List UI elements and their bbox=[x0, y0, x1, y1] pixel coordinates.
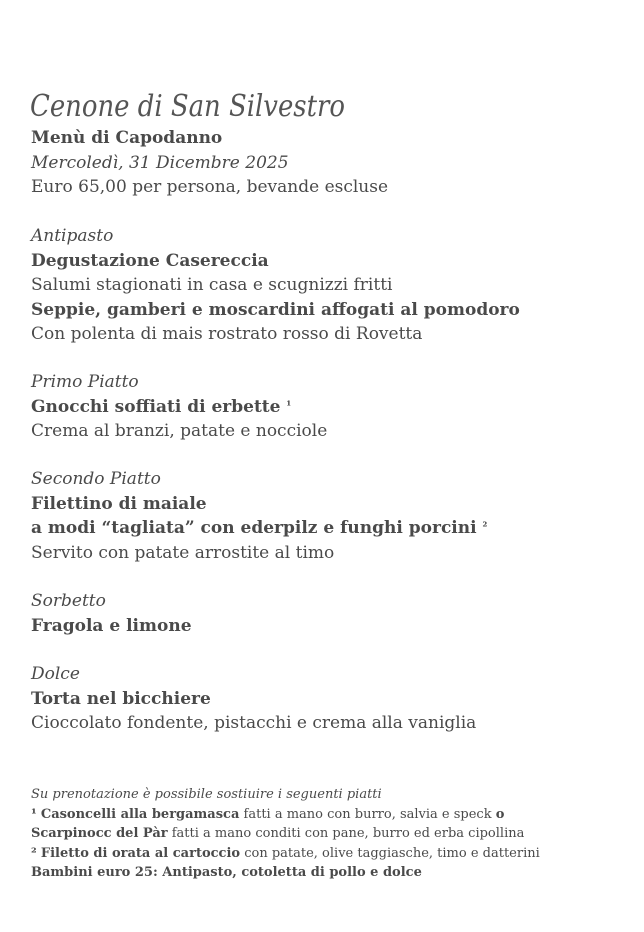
menu-date: Mercoledì, 31 Dicembre 2025 bbox=[31, 152, 289, 173]
notes-intro: Su prenotazione è possibile sostiuire i seguenti piatti bbox=[31, 787, 382, 802]
section-dolce bbox=[31, 662, 476, 736]
alt-dish-desc: con patate, olive taggiasche, timo e datterini bbox=[240, 845, 540, 861]
footnote-mark: ² bbox=[482, 520, 488, 533]
alt-dish-name: Filetto di orata al cartoccio bbox=[40, 845, 241, 861]
footnote-mark: ¹ bbox=[286, 398, 292, 412]
alt-dish-name: Scarpinocc del Pàr bbox=[31, 826, 168, 841]
dish-description: Salumi stagionati in casa e scugnizzi fritti bbox=[31, 275, 393, 295]
dish-description: Crema al branzi, patate e nocciole bbox=[31, 421, 328, 441]
section-label: Dolce bbox=[31, 664, 80, 684]
dish-name-row bbox=[31, 516, 487, 541]
dish-name: Gnocchi soffiati di erbette bbox=[31, 396, 281, 417]
notes-block bbox=[31, 785, 540, 883]
section-primo bbox=[31, 370, 327, 444]
header-block bbox=[31, 126, 388, 200]
menu-title: Menù di Capodanno bbox=[31, 128, 223, 148]
alt-dish-name: Casoncelli alla bergamasca bbox=[40, 806, 240, 822]
note-alt1 bbox=[31, 805, 540, 825]
dish-description: Servito con patate arrostite al timo bbox=[31, 542, 335, 563]
dish-description: Con polenta di mais rostrato rosso di Rovetta bbox=[31, 324, 423, 344]
section-label: Primo Piatto bbox=[31, 372, 139, 392]
alt-dish-desc: fatti a mano conditi con pane, burro ed erba cipollina bbox=[167, 826, 525, 841]
dish-name-cont: a modi “tagliata” con ederpilz e funghi porcini bbox=[31, 518, 477, 538]
note-alt2 bbox=[31, 844, 540, 864]
script-title-text: Cenone di San Silvestro bbox=[30, 89, 345, 124]
section-label: Secondo Piatto bbox=[31, 469, 161, 489]
alt-or: o bbox=[495, 806, 505, 822]
dish-name: Fragola e limone bbox=[31, 615, 192, 636]
section-secondo bbox=[31, 467, 487, 565]
menu-price: Euro 65,00 per persona, bevande escluse bbox=[31, 177, 389, 197]
section-antipasto bbox=[31, 224, 520, 347]
footnote-mark: ² bbox=[31, 845, 37, 861]
dish-name: Filettino di maiale bbox=[31, 493, 207, 514]
dish-name: Seppie, gamberi e moscardini affogati al pomodoro bbox=[31, 299, 520, 320]
section-sorbetto bbox=[31, 589, 192, 638]
section-label: Sorbetto bbox=[31, 591, 106, 611]
section-label: Antipasto bbox=[31, 226, 114, 246]
dish-name: Degustazione Casereccia bbox=[31, 250, 269, 271]
alt-dish-desc: fatti a mano con burro, salvia e speck bbox=[239, 806, 496, 822]
note-kids: Bambini euro 25: Antipasto, cotoletta di pollo e dolce bbox=[31, 865, 422, 880]
footnote-mark: ¹ bbox=[31, 806, 37, 822]
dish-description: Cioccolato fondente, pistacchi e crema alla vaniglia bbox=[31, 713, 477, 733]
dish-name: Torta nel bicchiere bbox=[31, 688, 211, 709]
dish-name-row bbox=[31, 395, 327, 420]
note-alt1b bbox=[31, 824, 540, 844]
